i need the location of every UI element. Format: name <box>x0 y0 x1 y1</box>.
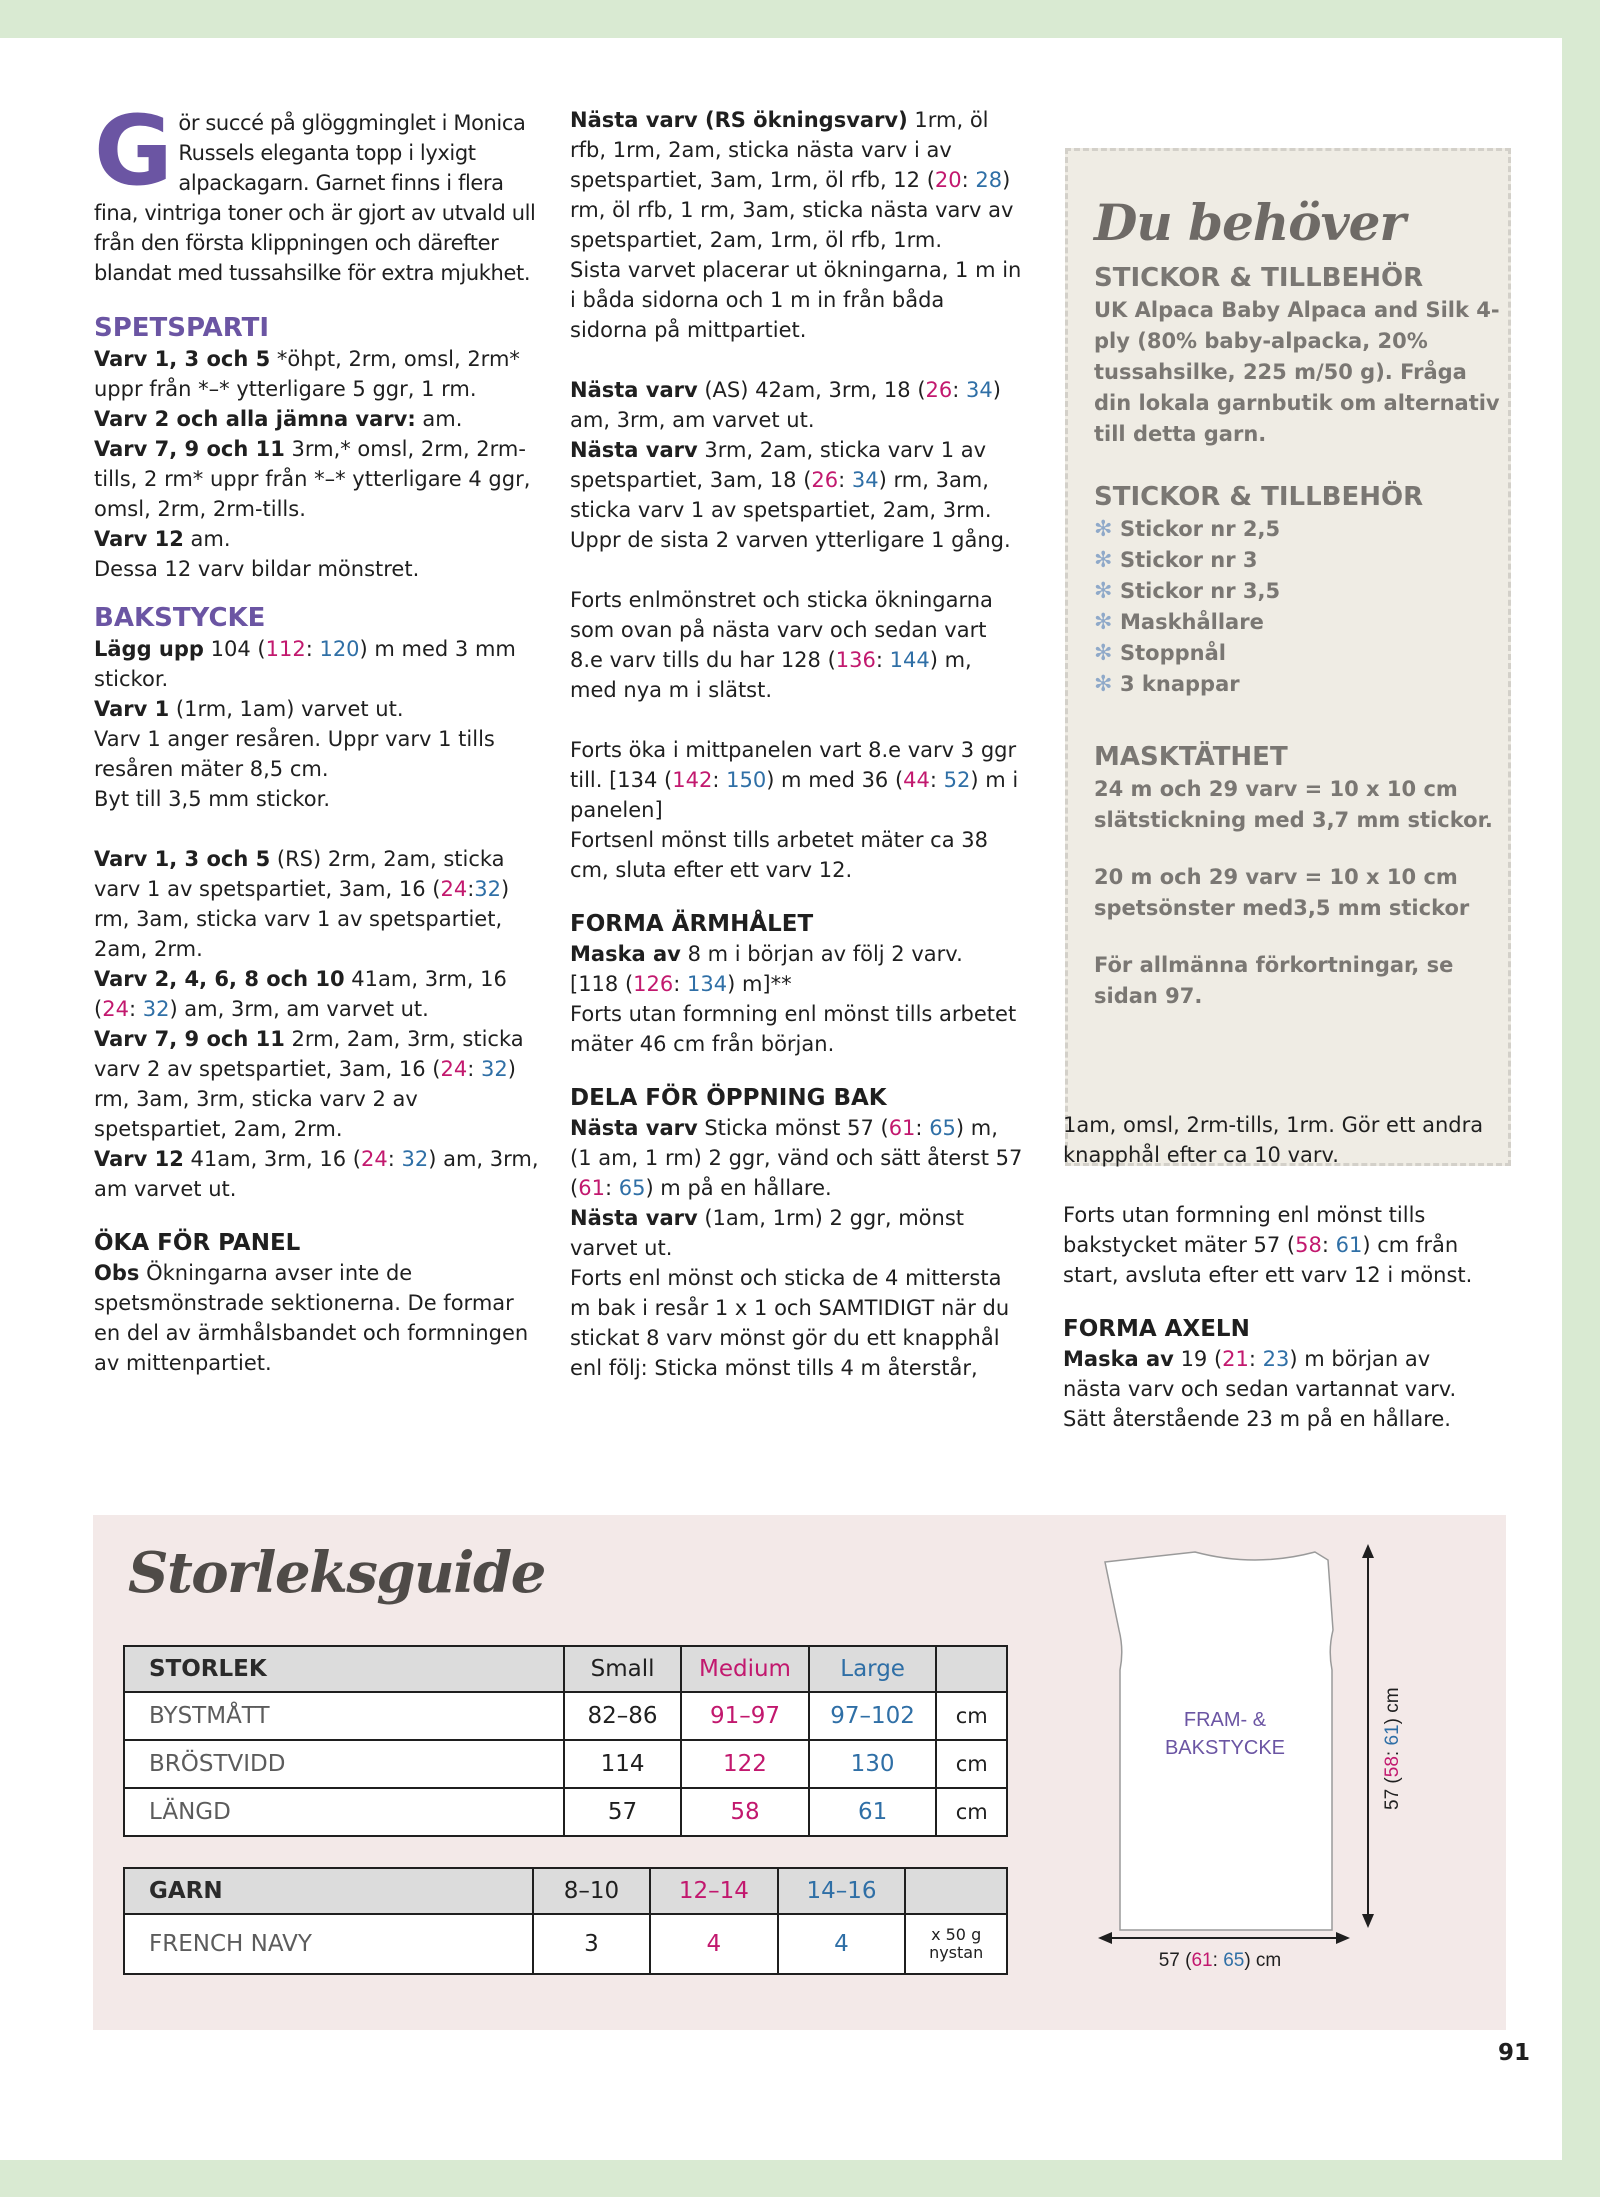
size-guide-title: Storleksguide <box>128 1540 545 1606</box>
yarn-description: UK Alpaca Baby Alpaca and Silk 4-ply (80% baby-alpacka, 20% tussahsilke, 225 m/50 g). Fråga din lokala garnbutik om alternativ till detta garn. <box>1094 298 1500 446</box>
arrow-head-icon <box>1336 1932 1350 1944</box>
abbreviations-note: För allmänna förkortningar, se sidan 97. <box>1094 953 1454 1008</box>
column-1 <box>94 95 544 1378</box>
gauge-text: 24 m och 29 varv = 10 x 10 cm slätstickning med 3,7 mm stickor. <box>1094 777 1493 832</box>
instruction: Varv 2, 4, 6, 8 och 10 41am, 3rm, 16 (24: 32) am, 3rm, am varvet ut. <box>94 967 507 1021</box>
list-item: ✻ 3 knappar <box>1094 669 1504 700</box>
instruction: Varv 12 am. <box>94 527 231 551</box>
size-table <box>123 1645 1008 1837</box>
table-header-row <box>124 1868 1007 1914</box>
instruction: Forts utan formning enl mönst tills bakstycket mäter 57 (58: 61) cm från start, avsluta efter ett varv 12 i mönst. <box>1063 1203 1473 1287</box>
asterisk-icon: ✻ <box>1094 579 1113 604</box>
table-cell: 82–86 <box>564 1692 681 1740</box>
table-cell: cm <box>936 1692 1007 1740</box>
table-cell: 61 <box>809 1788 937 1836</box>
table-header-cell: GARN <box>124 1868 533 1914</box>
heading-forma-axeln: FORMA AXELN <box>1063 1316 1250 1342</box>
list-item: ✻ Stickor nr 2,5 <box>1094 514 1504 545</box>
materials-box <box>1065 148 1511 1166</box>
table-cell: cm <box>936 1788 1007 1836</box>
drop-cap: G <box>94 95 173 207</box>
instruction: [118 (126: 134) m]** <box>570 972 792 996</box>
column-2 <box>570 105 1025 1383</box>
table-cell: 91–97 <box>681 1692 809 1740</box>
instruction: Sista varvet placerar ut ökningarna, 1 m in i båda sidorna och 1 m in från båda sidorna på mittpartiet. <box>570 258 1022 342</box>
table-cell: 58 <box>681 1788 809 1836</box>
tools-heading: STICKOR & TILLBEHÖR <box>1094 482 1424 512</box>
instruction: Forts enl mönst och sticka de 4 mittersta m bak i resår 1 x 1 och SAMTIDIGT när du stickat 8 varv mönst gör du ett knapphål enl följ: Sticka mönst tills 4 m återstår, <box>570 1266 1010 1380</box>
diagram-label: BAKSTYCKE <box>1164 1737 1286 1759</box>
list-item: ✻ Stoppnål <box>1094 638 1504 669</box>
table-header-cell: 14–16 <box>778 1868 906 1914</box>
instruction: Forts enlmönstret och sticka ökningarna som ovan på nästa varv och sedan vart 8.e varv tills du har 128 (136: 144) m, med nya m i slätst. <box>570 588 993 702</box>
arrow-head-icon <box>1362 1544 1374 1558</box>
instruction: Varv 1, 3 och 5 *öhpt, 2rm, omsl, 2rm* uppr från *–* ytterligare 5 ggr, 1 rm. <box>94 347 520 401</box>
table-cell: 3 <box>533 1914 650 1974</box>
table-cell: 130 <box>809 1740 937 1788</box>
list-item: ✻ Stickor nr 3 <box>1094 545 1504 576</box>
instruction: Byt till 3,5 mm stickor. <box>94 787 331 811</box>
table-row <box>124 1788 1007 1836</box>
table-cell: 4 <box>650 1914 778 1974</box>
table-cell: FRENCH NAVY <box>124 1914 533 1974</box>
table-row <box>124 1740 1007 1788</box>
instruction: Nästa varv (RS ökningsvarv) 1rm, öl rfb, 1rm, 2am, sticka nästa varv i av spetspartiet, 3am, 1rm, öl rfb, 12 (20: 28) rm, öl rfb, 1 rm, 3am, sticka nästa varv av spetspartiet, 2am, 1rm, öl rfb, 1rm. <box>570 108 1014 252</box>
table-header-row <box>124 1646 1007 1692</box>
table-row <box>124 1914 1007 1974</box>
asterisk-icon: ✻ <box>1094 517 1113 542</box>
garment-diagram <box>1090 1540 1420 1980</box>
instruction: Varv 1, 3 och 5 (RS) 2rm, 2am, sticka varv 1 av spetspartiet, 3am, 16 (24:32) rm, 3am, sticka varv 1 av spetspartiet, 2am, 2rm. <box>94 847 510 961</box>
asterisk-icon: ✻ <box>1094 641 1113 666</box>
instruction: Varv 12 41am, 3rm, 16 (24: 32) am, 3rm, am varvet ut. <box>94 1147 539 1201</box>
heading-spetsparti: SPETSPARTI <box>94 313 270 343</box>
instruction: Lägg upp 104 (112: 120) m med 3 mm stickor. <box>94 637 516 691</box>
instruction: Forts utan formning enl mönst tills arbetet mäter 46 cm från början. <box>570 1002 1017 1056</box>
table-cell: 57 <box>564 1788 681 1836</box>
instruction: Varv 1 anger resåren. Uppr varv 1 tills resåren mäter 8,5 cm. <box>94 727 495 781</box>
instruction: Forts öka i mittpanelen vart 8.e varv 3 ggr till. [134 (142: 150) m med 36 (44: 52) m i panelen] <box>570 738 1019 822</box>
asterisk-icon: ✻ <box>1094 610 1113 635</box>
instruction: Nästa varv (AS) 42am, 3rm, 18 (26: 34) am, 3rm, am varvet ut. <box>570 378 1001 432</box>
diagram-label: FRAM- & <box>1183 1709 1267 1731</box>
asterisk-icon: ✻ <box>1094 548 1113 573</box>
heading-bakstycke: BAKSTYCKE <box>94 603 266 633</box>
table-header-cell <box>936 1646 1007 1692</box>
instruction: Uppr de sista 2 varven ytterligare 1 gång. <box>570 528 1011 552</box>
arrow-head-icon <box>1362 1914 1374 1928</box>
instruction: Nästa varv Sticka mönst 57 (61: 65) m, (1 am, 1 rm) 2 ggr, vänd och sätt återst 57 (61: 65) m på en hållare. <box>570 1116 1023 1200</box>
instruction: Varv 7, 9 och 11 2rm, 2am, 3rm, sticka varv 2 av spetspartiet, 3am, 16 (24: 32) rm, 3am, 3rm, sticka varv 2 av spetspartiet, 2am, 2rm. <box>94 1027 524 1141</box>
arrow-head-icon <box>1098 1932 1112 1944</box>
table-cell: BYSTMÅTT <box>124 1692 564 1740</box>
instruction: 1am, omsl, 2rm-tills, 1rm. Gör ett andra knapphål efter ca 10 varv. <box>1063 1113 1484 1167</box>
table-cell: 4 <box>778 1914 906 1974</box>
table-cell: BRÖSTVIDD <box>124 1740 564 1788</box>
instruction: Fortsenl mönst tills arbetet mäter ca 38 cm, sluta efter ett varv 12. <box>570 828 988 882</box>
table-cell: 114 <box>564 1740 681 1788</box>
table-header-cell: Medium <box>681 1646 809 1692</box>
materials-heading: STICKOR & TILLBEHÖR <box>1094 263 1424 293</box>
heading-forma-armhalet: FORMA ÄRMHÅLET <box>570 911 814 937</box>
height-label: 57 (58: 61) cm <box>1382 1687 1403 1810</box>
table-cell: x 50 g nystan <box>905 1914 1007 1974</box>
materials-title: Du behöver <box>1094 193 1405 252</box>
list-item: ✻ Maskhållare <box>1094 607 1504 638</box>
table-row <box>124 1692 1007 1740</box>
table-cell: 122 <box>681 1740 809 1788</box>
instruction: Obs Ökningarna avser inte de spetsmönstrade sektionerna. De formar en del av ärmhålsbandet och formningen av mittenpartiet. <box>94 1261 529 1375</box>
instruction: Varv 2 och alla jämna varv: am. <box>94 407 463 431</box>
heading-oka-panel: ÖKA FÖR PANEL <box>94 1230 301 1256</box>
column-3 <box>1063 1110 1493 1434</box>
intro-paragraph <box>94 95 544 288</box>
page-number: 91 <box>1498 2040 1531 2066</box>
yarn-table <box>123 1867 1008 1975</box>
table-header-cell <box>905 1868 1007 1914</box>
instruction: Dessa 12 varv bildar mönstret. <box>94 557 420 581</box>
instruction: Nästa varv 3rm, 2am, sticka varv 1 av spetspartiet, 3am, 18 (26: 34) rm, 3am, sticka varv 1 av spetspartiet, 2am, 3rm. <box>570 438 992 522</box>
table-header-cell: Large <box>809 1646 937 1692</box>
asterisk-icon: ✻ <box>1094 672 1113 697</box>
instruction: Varv 1 (1rm, 1am) varvet ut. <box>94 697 404 721</box>
instruction: Maska av 19 (21: 23) m början av nästa varv och sedan vartannat varv. Sätt återstående 23 m på en hållare. <box>1063 1347 1457 1431</box>
table-cell: 97–102 <box>809 1692 937 1740</box>
table-header-cell: 12–14 <box>650 1868 778 1914</box>
intro-text: ör succé på glöggminglet i Monica Russels eleganta topp i lyxigt alpackagarn. Garnet finns i flera fina, vintriga toner och är gjort av utvald ull från den första klippningen och därefter blandat med tussahsilke för extra mjukhet. <box>94 111 536 285</box>
width-label: 57 (61: 65) cm <box>1158 1950 1282 1971</box>
gauge-text: 20 m och 29 varv = 10 x 10 cm spetsönster med3,5 mm stickor <box>1094 865 1470 920</box>
heading-dela: DELA FÖR ÖPPNING BAK <box>570 1085 887 1111</box>
table-cell: cm <box>936 1740 1007 1788</box>
instruction: Nästa varv (1am, 1rm) 2 ggr, mönst varvet ut. <box>570 1206 964 1260</box>
list-item: ✻ Stickor nr 3,5 <box>1094 576 1504 607</box>
table-header-cell: 8–10 <box>533 1868 650 1914</box>
table-header-cell: STORLEK <box>124 1646 564 1692</box>
table-cell: LÄNGD <box>124 1788 564 1836</box>
table-header-cell: Small <box>564 1646 681 1692</box>
instruction: Maska av 8 m i början av följ 2 varv. <box>570 942 963 966</box>
instruction: Varv 7, 9 och 11 3rm,* omsl, 2rm, 2rm-tills, 2 rm* uppr från *–* ytterligare 4 ggr, omsl, 2rm, 2rm-tills. <box>94 437 531 521</box>
gauge-heading: MASKTÄTHET <box>1094 742 1288 772</box>
